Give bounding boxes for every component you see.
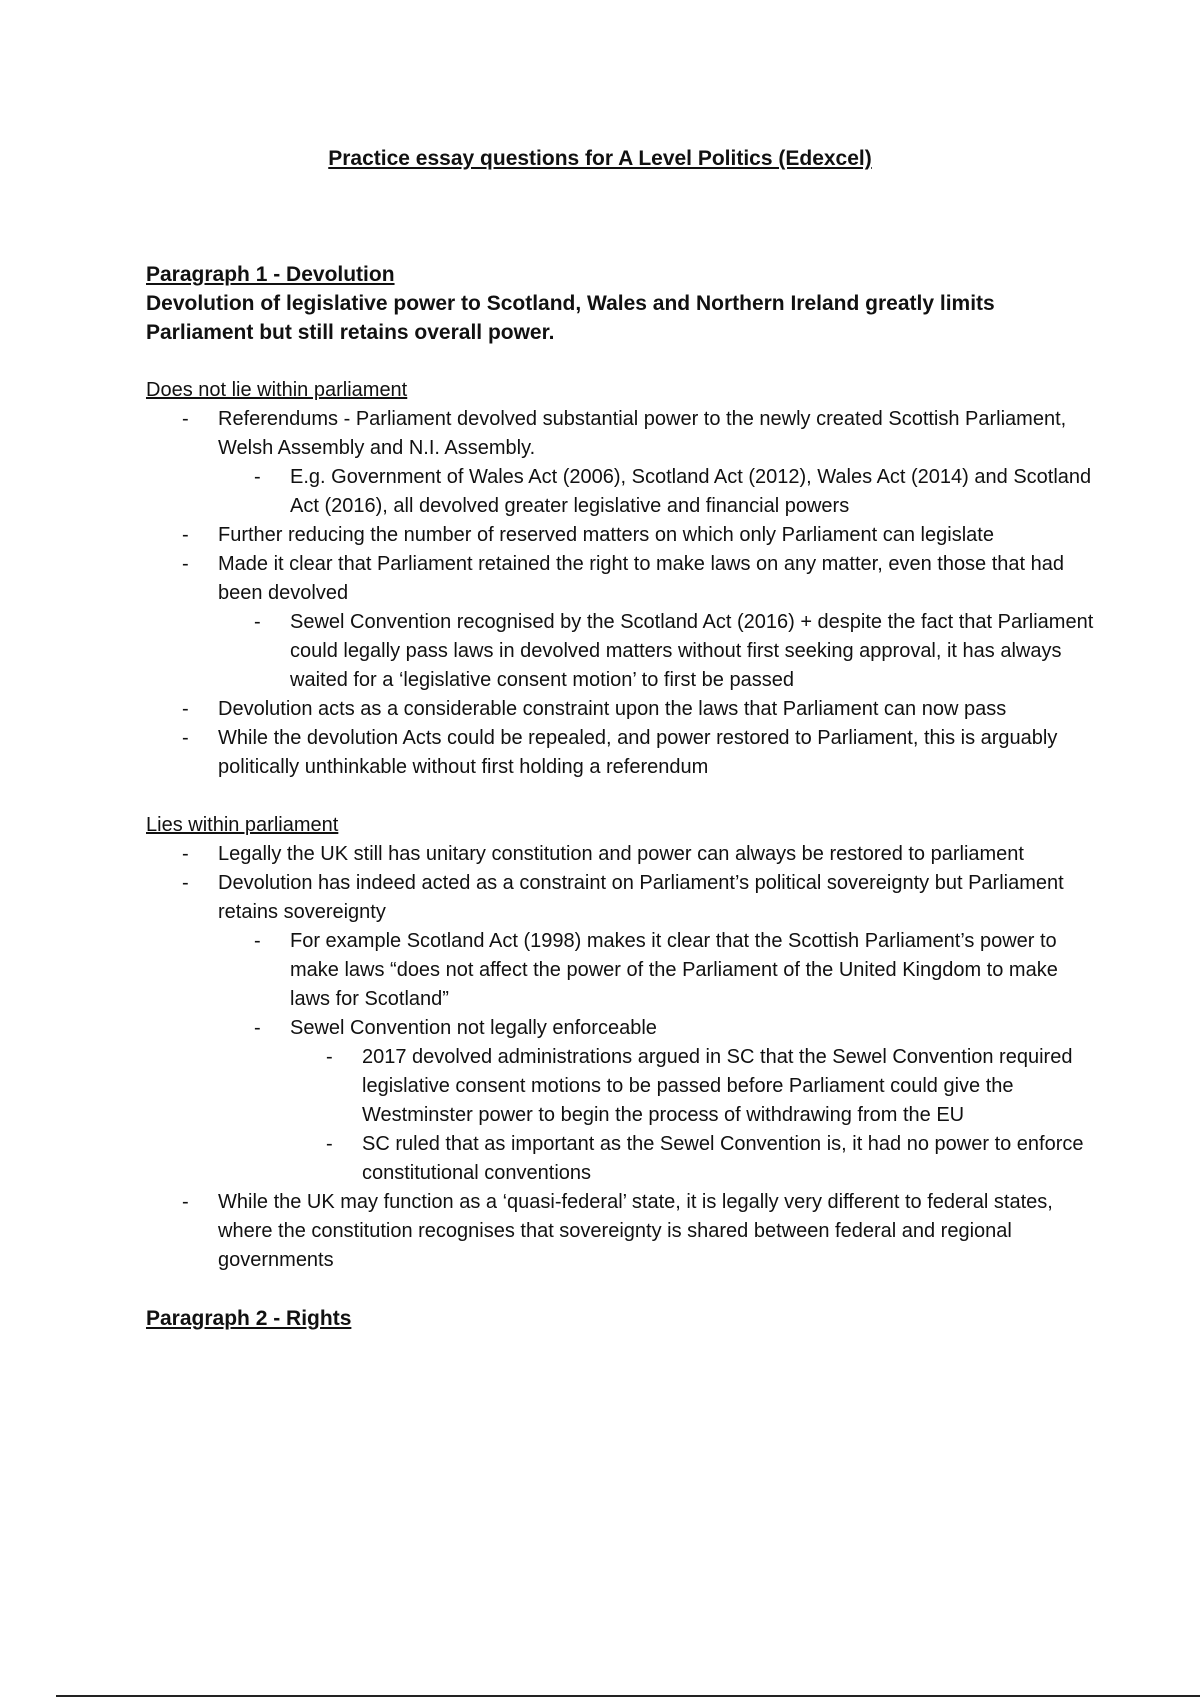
list-item: - Further reducing the number of reserved matters on which only Parliament can legislate bbox=[146, 521, 1096, 550]
list-item: - SC ruled that as important as the Sewel Convention is, it had no power to enforce constitutional conventions bbox=[290, 1130, 1096, 1188]
spacer bbox=[146, 782, 1096, 811]
list-item: - Sewel Convention recognised by the Scotland Act (2016) + despite the fact that Parliament could legally pass laws in devolved matters without first seeking approval, it has always waited for a ‘legislative consent motion’ to first be passed bbox=[218, 608, 1096, 695]
section-heading-for: Lies within parliament bbox=[146, 814, 339, 836]
list-item: - For example Scotland Act (1998) makes it clear that the Scottish Parliament’s power to make laws “does not affect the power of the Parliament of the United Kingdom to make laws for Scotland” bbox=[218, 927, 1096, 1014]
list-item: - Referendums - Parliament devolved substantial power to the newly created Scottish Parliament, Welsh Assembly and N.I. Assembly. - E.g. Government of Wales Act (2006), Scotland Act (2012), Wales Act (2014) and Scotland Act (2016), all devolved greater legislative and financial powers bbox=[146, 405, 1096, 521]
footer-rule bbox=[56, 1695, 1200, 1697]
list-item: - Devolution acts as a considerable constraint upon the laws that Parliament can now pass bbox=[146, 695, 1096, 724]
list-item: - 2017 devolved administrations argued in SC that the Sewel Convention required legislative consent motions to be passed before Parliament could give the Westminster power to begin the process of withdrawing from the EU bbox=[290, 1043, 1096, 1130]
list-item: - Sewel Convention not legally enforceable - 2017 devolved administrations argued in SC that the Sewel Convention required legislative consent motions to be passed before Parliament could give the Westminster power to begin the process of withdrawing from the EU - SC ruled that as important as the Sewel Convention is, it had no power to enforce constitutional conventions bbox=[218, 1014, 1096, 1188]
paragraph-1-heading: Paragraph 1 - Devolution bbox=[146, 263, 395, 286]
list-item: - E.g. Government of Wales Act (2006), Scotland Act (2012), Wales Act (2014) and Scotland Act (2016), all devolved greater legislative and financial powers bbox=[218, 463, 1096, 521]
document-title: Practice essay questions for A Level Politics (Edexcel) bbox=[328, 147, 872, 170]
paragraph-2-heading: Paragraph 2 - Rights bbox=[146, 1307, 352, 1330]
document-body bbox=[146, 260, 1096, 1333]
against-list bbox=[146, 405, 1096, 782]
list-item: - Devolution has indeed acted as a constraint on Parliament’s political sovereignty but Parliament retains sovereignty - For example Scotland Act (1998) makes it clear that the Scottish Parliament’s power to make laws “does not affect the power of the Parliament of the United Kingdom to make laws for Scotland” - Sewel Convention not legally enforceable - 2017 devolved administrations argued in SC that the Sewel Convention required legislative consent motions to be passed before Parliament could give the Westminster power to begin the process of withdrawing from the EU - SC ruled that as important as the Sewel Convention is, it had no power to enforce constitutional conventions bbox=[146, 869, 1096, 1188]
section-heading-against: Does not lie within parliament bbox=[146, 379, 408, 401]
for-list bbox=[146, 840, 1096, 1275]
paragraph-1-claim: Devolution of legislative power to Scotland, Wales and Northern Ireland greatly limits Parliament but still retains overall power. bbox=[146, 292, 995, 344]
sub-list bbox=[218, 608, 1096, 695]
sub-list bbox=[218, 463, 1096, 521]
list-item: - While the UK may function as a ‘quasi-federal’ state, it is legally very different to federal states, where the constitution recognises that sovereignty is shared between federal and regional governments bbox=[146, 1188, 1096, 1275]
list-item: - While the devolution Acts could be repealed, and power restored to Parliament, this is arguably politically unthinkable without first holding a referendum bbox=[146, 724, 1096, 782]
list-item: - Legally the UK still has unitary constitution and power can always be restored to parliament bbox=[146, 840, 1096, 869]
sub-sub-list bbox=[290, 1043, 1096, 1188]
list-item: - Made it clear that Parliament retained the right to make laws on any matter, even those that had been devolved - Sewel Convention recognised by the Scotland Act (2016) + despite the fact that Parliament could legally pass laws in devolved matters without first seeking approval, it has always waited for a ‘legislative consent motion’ to first be passed bbox=[146, 550, 1096, 695]
sub-list bbox=[218, 927, 1096, 1188]
